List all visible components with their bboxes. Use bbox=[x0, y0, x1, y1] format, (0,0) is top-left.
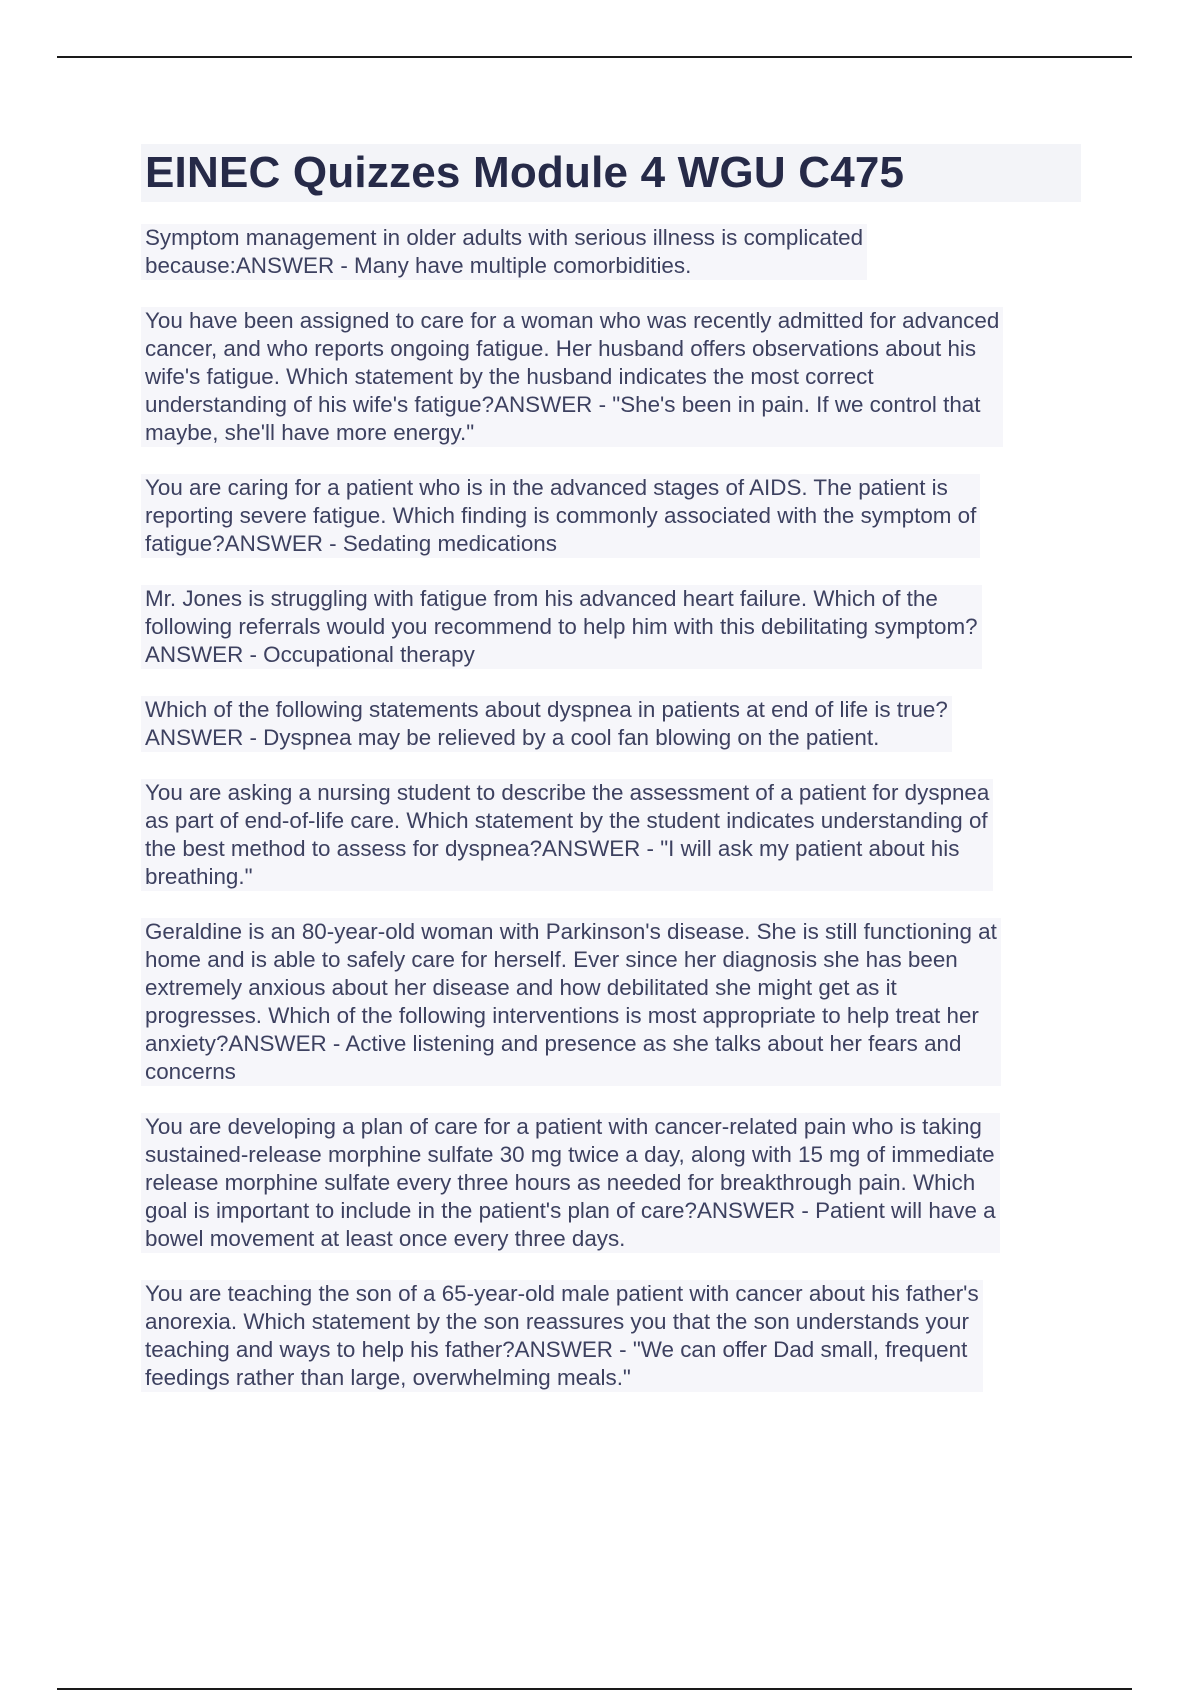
qa-paragraph bbox=[141, 696, 952, 752]
qa-paragraph bbox=[141, 1113, 1000, 1253]
qa-line: cancer, and who reports ongoing fatigue. Her husband offers observations about his bbox=[145, 336, 977, 361]
qa-paragraph bbox=[141, 585, 982, 669]
qa-paragraph bbox=[141, 918, 1001, 1086]
qa-line: home and is able to safely care for herself. Ever since her diagnosis she has been bbox=[145, 947, 958, 972]
qa-paragraph bbox=[141, 1280, 983, 1392]
qa-line: You are caring for a patient who is in the advanced stages of AIDS. The patient is bbox=[145, 475, 948, 500]
qa-line: fatigue?ANSWER - Sedating medications bbox=[145, 531, 557, 556]
qa-line: breathing." bbox=[145, 864, 253, 889]
qa-line: goal is important to include in the patient's plan of care?ANSWER - Patient will have a bbox=[145, 1198, 996, 1223]
qa-line: as part of end-of-life care. Which statement by the student indicates understanding of bbox=[145, 808, 988, 833]
qa-line: Which of the following statements about dyspnea in patients at end of life is true? bbox=[145, 697, 948, 722]
qa-line: maybe, she'll have more energy." bbox=[145, 420, 475, 445]
qa-line: anorexia. Which statement by the son reassures you that the son understands your bbox=[145, 1309, 969, 1334]
qa-line: feedings rather than large, overwhelming meals." bbox=[145, 1365, 631, 1390]
qa-line: reporting severe fatigue. Which finding is commonly associated with the symptom of bbox=[145, 503, 977, 528]
qa-line: release morphine sulfate every three hours as needed for breakthrough pain. Which bbox=[145, 1170, 976, 1195]
qa-line: because:ANSWER - Many have multiple comorbidities. bbox=[145, 253, 692, 278]
qa-line: You have been assigned to care for a woman who was recently admitted for advanced bbox=[145, 308, 1000, 333]
qa-line: You are developing a plan of care for a patient with cancer-related pain who is taking bbox=[145, 1114, 982, 1139]
document-title: EINEC Quizzes Module 4 WGU C475 bbox=[141, 144, 1081, 202]
qa-line: the best method to assess for dyspnea?ANSWER - "I will ask my patient about his bbox=[145, 836, 960, 861]
qa-line: extremely anxious about her disease and how debilitated she might get as it bbox=[145, 975, 897, 1000]
qa-line: Symptom management in older adults with serious illness is complicated bbox=[145, 225, 864, 250]
qa-paragraph bbox=[141, 307, 1003, 447]
qa-line: teaching and ways to help his father?ANSWER - "We can offer Dad small, frequent bbox=[145, 1337, 968, 1362]
qa-line: ANSWER - Occupational therapy bbox=[145, 642, 475, 667]
qa-line: concerns bbox=[145, 1059, 236, 1084]
qa-line: ANSWER - Dyspnea may be relieved by a cool fan blowing on the patient. bbox=[145, 725, 880, 750]
top-divider bbox=[57, 56, 1132, 58]
qa-line: anxiety?ANSWER - Active listening and presence as she talks about her fears and bbox=[145, 1031, 962, 1056]
qa-list bbox=[141, 224, 1081, 1392]
qa-line: Mr. Jones is struggling with fatigue from his advanced heart failure. Which of the bbox=[145, 586, 938, 611]
qa-line: sustained-release morphine sulfate 30 mg twice a day, along with 15 mg of immediate bbox=[145, 1142, 995, 1167]
qa-paragraph bbox=[141, 779, 993, 891]
qa-line: bowel movement at least once every three days. bbox=[145, 1226, 626, 1251]
qa-paragraph bbox=[141, 474, 980, 558]
qa-line: progresses. Which of the following interventions is most appropriate to help treat her bbox=[145, 1003, 979, 1028]
qa-line: You are asking a nursing student to describe the assessment of a patient for dyspnea bbox=[145, 780, 990, 805]
qa-line: wife's fatigue. Which statement by the husband indicates the most correct bbox=[145, 364, 874, 389]
qa-line: following referrals would you recommend to help him with this debilitating symptom? bbox=[145, 614, 978, 639]
qa-line: understanding of his wife's fatigue?ANSWER - "She's been in pain. If we control that bbox=[145, 392, 981, 417]
qa-line: You are teaching the son of a 65-year-old male patient with cancer about his father's bbox=[145, 1281, 979, 1306]
document-body bbox=[141, 144, 1081, 1419]
qa-paragraph bbox=[141, 224, 867, 280]
qa-line: Geraldine is an 80-year-old woman with Parkinson's disease. She is still functioning at bbox=[145, 919, 997, 944]
bottom-divider bbox=[57, 1688, 1132, 1690]
